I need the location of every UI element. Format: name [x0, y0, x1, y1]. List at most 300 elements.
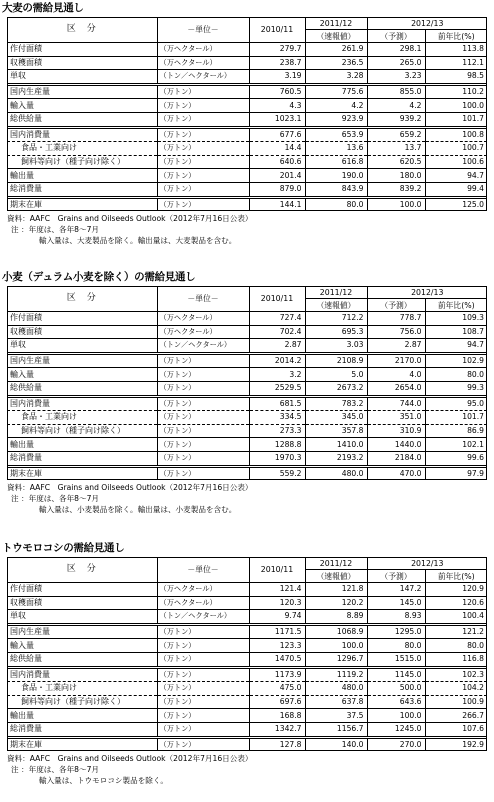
table-row: [7, 312, 487, 326]
value-2012-13: 3.23: [367, 70, 425, 85]
row-item-label: 総消費量: [7, 451, 157, 466]
header-kubun: 区 分: [66, 564, 97, 574]
value-2011-12: 1068.9: [305, 624, 367, 639]
row-item-label: 作付面積: [7, 43, 157, 57]
table-row: [7, 339, 487, 354]
table-row: [7, 466, 487, 480]
value-2010-11: 279.7: [249, 43, 305, 57]
value-2010-11: 2014.2: [249, 353, 305, 368]
value-2011-12: 13.6: [305, 142, 367, 156]
value-2011-12: 345.0: [305, 411, 367, 425]
value-yoy-ratio: 80.0: [425, 639, 487, 653]
value-yoy-ratio: 99.3: [425, 381, 487, 396]
section-title: 小麦（デュラム小麦を除く）の需給見通し: [2, 271, 196, 283]
value-2011-12: 236.5: [305, 56, 367, 70]
row-unit: （万トン）: [157, 127, 249, 142]
header-year-2011: 2011/12: [305, 17, 367, 30]
value-2012-13: 351.0: [367, 411, 425, 425]
value-yoy-ratio: 94.7: [425, 169, 487, 183]
value-2010-11: 1288.8: [249, 438, 305, 452]
header-preliminary: （速報値）: [305, 570, 367, 583]
value-2012-13: 2.87: [367, 339, 425, 354]
note-line: 注 ：年度は、各年8～7月: [11, 765, 100, 774]
value-2012-13: 145.0: [367, 596, 425, 610]
header-kubun: 区 分: [66, 24, 97, 34]
value-yoy-ratio: 109.3: [425, 312, 487, 326]
table-row: [7, 182, 487, 197]
row-unit: （万トン）: [157, 396, 249, 411]
value-2010-11: 475.0: [249, 682, 305, 696]
value-2011-12: 3.28: [305, 70, 367, 85]
row-unit: （万ヘクタール）: [157, 583, 249, 597]
note-line: 輸入量は、トウモロコシ製品を除く。: [39, 776, 168, 785]
value-2010-11: 640.6: [249, 155, 305, 169]
table-row: [7, 112, 487, 127]
row-item-label: 国内生産量: [7, 84, 157, 99]
row-item-label: 総消費量: [7, 182, 157, 197]
row-unit: （万トン）: [157, 155, 249, 169]
supply-demand-table: [7, 286, 487, 480]
value-2010-11: 697.6: [249, 695, 305, 709]
value-yoy-ratio: 99.6: [425, 451, 487, 466]
value-2011-12: 2108.9: [305, 353, 367, 368]
row-item-label: 食品・工業向け: [7, 411, 157, 425]
value-2011-12: 712.2: [305, 312, 367, 326]
table-notes: [7, 482, 253, 515]
table-row: [7, 169, 487, 183]
value-yoy-ratio: 112.1: [425, 56, 487, 70]
value-2011-12: 100.0: [305, 639, 367, 653]
value-2011-12: 357.8: [305, 424, 367, 438]
value-2011-12: 4.2: [305, 99, 367, 113]
value-2011-12: 80.0: [305, 197, 367, 211]
row-item-label: 単収: [7, 339, 157, 354]
value-2012-13: 147.2: [367, 583, 425, 597]
value-2012-13: 659.2: [367, 127, 425, 142]
value-yoy-ratio: 266.7: [425, 709, 487, 723]
value-yoy-ratio: 108.7: [425, 325, 487, 339]
value-yoy-ratio: 120.9: [425, 583, 487, 597]
row-item-label: 総供給量: [7, 652, 157, 667]
row-unit: （万トン）: [157, 695, 249, 709]
value-yoy-ratio: 100.4: [425, 610, 487, 625]
table-row: [7, 737, 487, 751]
header-year-2010: 2010/11: [249, 286, 305, 312]
value-2012-13: 4.0: [367, 368, 425, 382]
row-unit: （万トン）: [157, 737, 249, 751]
value-2010-11: 879.0: [249, 182, 305, 197]
note-line: 輸入量は、大麦製品を除く。輸出量は、大麦製品を含む。: [39, 236, 237, 245]
row-unit: （万トン）: [157, 182, 249, 197]
row-item-label: 期末在庫: [7, 197, 157, 211]
row-item-label: 輸入量: [7, 368, 157, 382]
value-2011-12: 1156.7: [305, 722, 367, 737]
value-2010-11: 3.2: [249, 368, 305, 382]
value-2010-11: 727.4: [249, 312, 305, 326]
row-unit: （万トン）: [157, 368, 249, 382]
row-item-label: 輸出量: [7, 438, 157, 452]
table-row: [7, 155, 487, 169]
value-2012-13: 470.0: [367, 466, 425, 480]
value-2012-13: 1440.0: [367, 438, 425, 452]
value-2012-13: 1515.0: [367, 652, 425, 667]
value-yoy-ratio: 102.1: [425, 438, 487, 452]
row-unit: （トン／ヘクタール）: [157, 610, 249, 625]
table-row: [7, 639, 487, 653]
value-yoy-ratio: 100.9: [425, 695, 487, 709]
value-yoy-ratio: 116.8: [425, 652, 487, 667]
row-unit: （万トン）: [157, 381, 249, 396]
value-2012-13: 1245.0: [367, 722, 425, 737]
table-row: [7, 56, 487, 70]
value-2010-11: 3.19: [249, 70, 305, 85]
row-unit: （万トン）: [157, 722, 249, 737]
value-2011-12: 923.9: [305, 112, 367, 127]
value-2011-12: 190.0: [305, 169, 367, 183]
value-yoy-ratio: 101.7: [425, 411, 487, 425]
value-2012-13: 500.0: [367, 682, 425, 696]
value-2010-11: 1470.5: [249, 652, 305, 667]
row-unit: （万トン）: [157, 112, 249, 127]
value-2010-11: 760.5: [249, 84, 305, 99]
value-yoy-ratio: 121.2: [425, 624, 487, 639]
value-2010-11: 168.8: [249, 709, 305, 723]
value-2010-11: 127.8: [249, 737, 305, 751]
value-yoy-ratio: 100.0: [425, 99, 487, 113]
header-yoy-ratio: 前年比(%): [425, 570, 487, 583]
supply-demand-table: [7, 17, 487, 211]
value-2011-12: 616.8: [305, 155, 367, 169]
value-yoy-ratio: 98.5: [425, 70, 487, 85]
section-title: トウモロコシの需給見通し: [2, 542, 125, 554]
value-2011-12: 5.0: [305, 368, 367, 382]
row-unit: （万トン）: [157, 353, 249, 368]
value-2010-11: 120.3: [249, 596, 305, 610]
value-2012-13: 310.9: [367, 424, 425, 438]
table-notes: [7, 753, 253, 786]
value-yoy-ratio: 120.6: [425, 596, 487, 610]
value-2010-11: 1342.7: [249, 722, 305, 737]
value-2010-11: 121.4: [249, 583, 305, 597]
note-line: 輸入量は、小麦製品を除く。輸出量は、小麦製品を含む。: [39, 505, 237, 514]
value-2012-13: 1145.0: [367, 667, 425, 682]
value-2011-12: 653.9: [305, 127, 367, 142]
value-yoy-ratio: 104.2: [425, 682, 487, 696]
header-forecast: （予測）: [367, 299, 425, 312]
value-2010-11: 14.4: [249, 142, 305, 156]
value-2011-12: 261.9: [305, 43, 367, 57]
value-yoy-ratio: 102.3: [425, 667, 487, 682]
value-2011-12: 783.2: [305, 396, 367, 411]
value-2011-12: 121.8: [305, 583, 367, 597]
value-2010-11: 1173.9: [249, 667, 305, 682]
note-line: 資料：AAFC Grains and Oilseeds Outlook（2012年7月16日公表）: [7, 214, 253, 223]
value-2011-12: 37.5: [305, 709, 367, 723]
table-row: [7, 596, 487, 610]
value-2012-13: 2654.0: [367, 381, 425, 396]
table-row: [7, 325, 487, 339]
header-unit: －単位－: [157, 17, 249, 43]
value-2012-13: 180.0: [367, 169, 425, 183]
row-unit: （万トン）: [157, 411, 249, 425]
value-2010-11: 702.4: [249, 325, 305, 339]
table-row: [7, 381, 487, 396]
value-yoy-ratio: 99.4: [425, 182, 487, 197]
value-2012-13: 298.1: [367, 43, 425, 57]
row-unit: （万トン）: [157, 652, 249, 667]
table-row: [7, 411, 487, 425]
value-2011-12: 120.2: [305, 596, 367, 610]
value-2012-13: 939.2: [367, 112, 425, 127]
header-forecast: （予測）: [367, 30, 425, 43]
row-item-label: 国内消費量: [7, 396, 157, 411]
header-year-2010: 2010/11: [249, 17, 305, 43]
value-2010-11: 123.3: [249, 639, 305, 653]
header-preliminary: （速報値）: [305, 299, 367, 312]
row-item-label: 飼料等向け（種子向け除く）: [7, 695, 157, 709]
value-2010-11: 2529.5: [249, 381, 305, 396]
table-row: [7, 451, 487, 466]
value-yoy-ratio: 100.6: [425, 155, 487, 169]
value-2010-11: 273.3: [249, 424, 305, 438]
value-2011-12: 1410.0: [305, 438, 367, 452]
value-2010-11: 238.7: [249, 56, 305, 70]
table-row: [7, 396, 487, 411]
header-kubun: 区 分: [66, 293, 97, 303]
note-line: 注 ：年度は、各年8～7月: [11, 494, 100, 503]
row-unit: （万トン）: [157, 169, 249, 183]
row-item-label: 収穫面積: [7, 596, 157, 610]
row-item-label: 総消費量: [7, 722, 157, 737]
section-title: 大麦の需給見通し: [2, 2, 84, 14]
value-2012-13: 265.0: [367, 56, 425, 70]
table-row: [7, 610, 487, 625]
row-item-label: 輸入量: [7, 99, 157, 113]
value-2010-11: 9.74: [249, 610, 305, 625]
table-row: [7, 368, 487, 382]
row-unit: （万トン）: [157, 142, 249, 156]
value-yoy-ratio: 102.9: [425, 353, 487, 368]
value-2012-13: 270.0: [367, 737, 425, 751]
value-2011-12: 480.0: [305, 682, 367, 696]
value-yoy-ratio: 107.6: [425, 722, 487, 737]
value-2011-12: 1119.2: [305, 667, 367, 682]
row-unit: （万トン）: [157, 667, 249, 682]
value-2012-13: 839.2: [367, 182, 425, 197]
value-yoy-ratio: 95.0: [425, 396, 487, 411]
row-item-label: 総供給量: [7, 112, 157, 127]
value-2010-11: 201.4: [249, 169, 305, 183]
value-yoy-ratio: 94.7: [425, 339, 487, 354]
note-line: 資料：AAFC Grains and Oilseeds Outlook（2012年7月16日公表）: [7, 754, 253, 763]
header-year-2012: 2012/13: [367, 286, 487, 299]
value-2011-12: 637.8: [305, 695, 367, 709]
value-2011-12: 3.03: [305, 339, 367, 354]
value-2011-12: 2673.2: [305, 381, 367, 396]
value-2012-13: 13.7: [367, 142, 425, 156]
value-yoy-ratio: 110.2: [425, 84, 487, 99]
value-2011-12: 8.89: [305, 610, 367, 625]
note-line: 注 ：年度は、各年8～7月: [11, 225, 100, 234]
value-2010-11: 677.6: [249, 127, 305, 142]
value-2012-13: 2170.0: [367, 353, 425, 368]
row-unit: （万ヘクタール）: [157, 43, 249, 57]
value-yoy-ratio: 125.0: [425, 197, 487, 211]
value-2010-11: 559.2: [249, 466, 305, 480]
header-year-2011: 2011/12: [305, 557, 367, 570]
table-row: [7, 583, 487, 597]
table-row: [7, 142, 487, 156]
row-unit: （万トン）: [157, 682, 249, 696]
table-row: [7, 353, 487, 368]
value-2012-13: 620.5: [367, 155, 425, 169]
table-row: [7, 667, 487, 682]
table-row: [7, 99, 487, 113]
section-wheat: [0, 269, 494, 531]
row-unit: （万トン）: [157, 451, 249, 466]
value-yoy-ratio: 192.9: [425, 737, 487, 751]
row-item-label: 国内生産量: [7, 353, 157, 368]
row-item-label: 作付面積: [7, 312, 157, 326]
row-item-label: 食品・工業向け: [7, 142, 157, 156]
section-barley: [0, 0, 494, 262]
value-2010-11: 681.5: [249, 396, 305, 411]
table-row: [7, 70, 487, 85]
row-item-label: 収穫面積: [7, 56, 157, 70]
value-2012-13: 4.2: [367, 99, 425, 113]
table-row: [7, 84, 487, 99]
value-2012-13: 100.0: [367, 197, 425, 211]
row-unit: （トン／ヘクタール）: [157, 339, 249, 354]
row-item-label: 飼料等向け（種子向け除く）: [7, 424, 157, 438]
table-notes: [7, 213, 253, 246]
value-2011-12: 843.9: [305, 182, 367, 197]
table-row: [7, 127, 487, 142]
note-line: 資料：AAFC Grains and Oilseeds Outlook（2012年7月16日公表）: [7, 483, 253, 492]
section-corn: [0, 540, 494, 802]
table-row: [7, 438, 487, 452]
header-year-2010: 2010/11: [249, 557, 305, 583]
row-unit: （万ヘクタール）: [157, 56, 249, 70]
row-item-label: 食品・工業向け: [7, 682, 157, 696]
row-item-label: 国内消費量: [7, 667, 157, 682]
header-preliminary: （速報値）: [305, 30, 367, 43]
row-item-label: 作付面積: [7, 583, 157, 597]
row-item-label: 国内生産量: [7, 624, 157, 639]
row-unit: （万ヘクタール）: [157, 325, 249, 339]
header-year-2012: 2012/13: [367, 557, 487, 570]
header-row: [7, 17, 487, 30]
row-unit: （万ヘクタール）: [157, 312, 249, 326]
row-item-label: 単収: [7, 610, 157, 625]
row-item-label: 輸出量: [7, 169, 157, 183]
header-year-2012: 2012/13: [367, 17, 487, 30]
row-unit: （万トン）: [157, 709, 249, 723]
row-unit: （万トン）: [157, 197, 249, 211]
header-unit: －単位－: [157, 286, 249, 312]
row-item-label: 輸出量: [7, 709, 157, 723]
table-row: [7, 722, 487, 737]
supply-demand-table: [7, 557, 487, 751]
value-2012-13: 8.93: [367, 610, 425, 625]
table-row: [7, 624, 487, 639]
table-row: [7, 709, 487, 723]
row-item-label: 総供給量: [7, 381, 157, 396]
value-2011-12: 775.6: [305, 84, 367, 99]
value-yoy-ratio: 113.8: [425, 43, 487, 57]
row-unit: （万トン）: [157, 624, 249, 639]
header-forecast: （予測）: [367, 570, 425, 583]
value-2011-12: 695.3: [305, 325, 367, 339]
value-yoy-ratio: 80.0: [425, 368, 487, 382]
value-yoy-ratio: 100.7: [425, 142, 487, 156]
value-2012-13: 778.7: [367, 312, 425, 326]
row-unit: （万トン）: [157, 639, 249, 653]
row-unit: （万トン）: [157, 99, 249, 113]
value-yoy-ratio: 86.9: [425, 424, 487, 438]
value-2012-13: 744.0: [367, 396, 425, 411]
row-unit: （万トン）: [157, 84, 249, 99]
row-unit: （トン／ヘクタール）: [157, 70, 249, 85]
header-row: [7, 557, 487, 570]
value-2012-13: 80.0: [367, 639, 425, 653]
row-unit: （万トン）: [157, 424, 249, 438]
value-yoy-ratio: 101.7: [425, 112, 487, 127]
table-row: [7, 652, 487, 667]
value-2010-11: 2.87: [249, 339, 305, 354]
header-yoy-ratio: 前年比(%): [425, 30, 487, 43]
table-row: [7, 43, 487, 57]
value-2012-13: 756.0: [367, 325, 425, 339]
header-row: [7, 286, 487, 299]
value-2010-11: 4.3: [249, 99, 305, 113]
row-unit: （万トン）: [157, 466, 249, 480]
value-2011-12: 140.0: [305, 737, 367, 751]
value-yoy-ratio: 100.8: [425, 127, 487, 142]
row-item-label: 収穫面積: [7, 325, 157, 339]
row-unit: （万ヘクタール）: [157, 596, 249, 610]
row-item-label: 期末在庫: [7, 737, 157, 751]
value-2010-11: 334.5: [249, 411, 305, 425]
value-2010-11: 144.1: [249, 197, 305, 211]
value-yoy-ratio: 97.9: [425, 466, 487, 480]
table-row: [7, 197, 487, 211]
row-item-label: 輸入量: [7, 639, 157, 653]
table-row: [7, 695, 487, 709]
row-unit: （万トン）: [157, 438, 249, 452]
value-2010-11: 1171.5: [249, 624, 305, 639]
value-2012-13: 855.0: [367, 84, 425, 99]
value-2010-11: 1023.1: [249, 112, 305, 127]
value-2012-13: 1295.0: [367, 624, 425, 639]
row-item-label: 期末在庫: [7, 466, 157, 480]
header-year-2011: 2011/12: [305, 286, 367, 299]
value-2011-12: 2193.2: [305, 451, 367, 466]
row-item-label: 飼料等向け（種子向け除く）: [7, 155, 157, 169]
row-item-label: 国内消費量: [7, 127, 157, 142]
value-2010-11: 1970.3: [249, 451, 305, 466]
value-2011-12: 1296.7: [305, 652, 367, 667]
header-yoy-ratio: 前年比(%): [425, 299, 487, 312]
value-2012-13: 100.0: [367, 709, 425, 723]
value-2011-12: 480.0: [305, 466, 367, 480]
value-2012-13: 2184.0: [367, 451, 425, 466]
row-item-label: 単収: [7, 70, 157, 85]
header-unit: －単位－: [157, 557, 249, 583]
table-row: [7, 682, 487, 696]
table-row: [7, 424, 487, 438]
value-2012-13: 643.6: [367, 695, 425, 709]
